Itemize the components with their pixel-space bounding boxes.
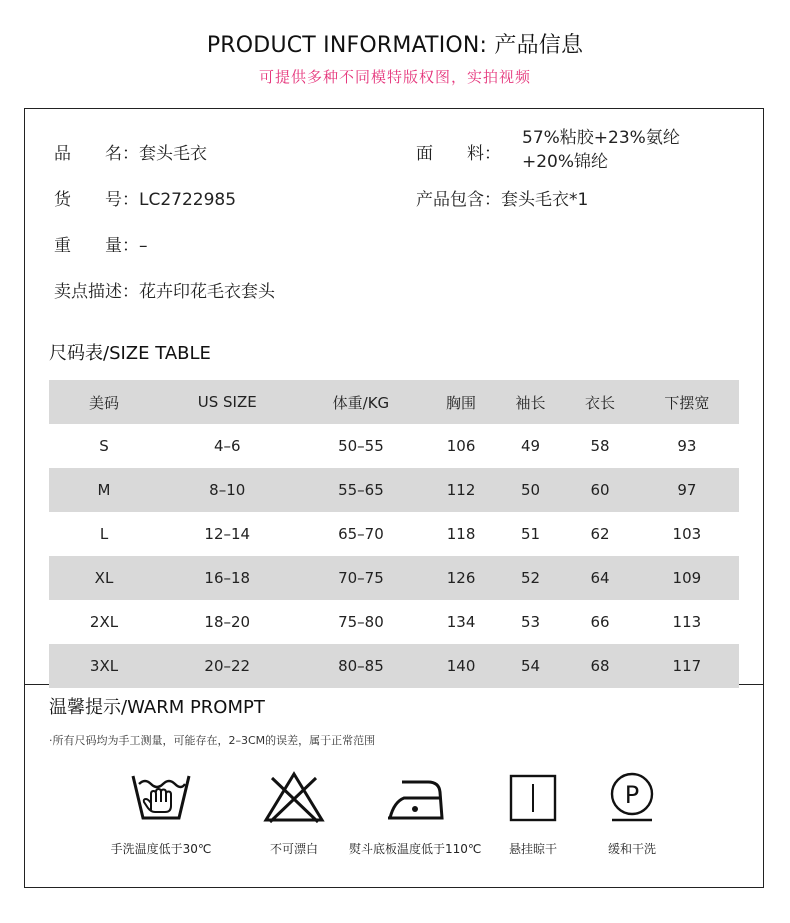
table-cell: 58 xyxy=(590,437,610,455)
table-cell: 93 xyxy=(677,437,697,455)
table-cell: 2XL xyxy=(89,613,119,631)
package-value: 套头毛衣*1 xyxy=(501,190,589,210)
table-cell: 18–20 xyxy=(204,613,251,631)
selling-value: 花卉印花毛衣套头 xyxy=(139,282,275,302)
table-cell: 106 xyxy=(446,437,476,455)
info-sku xyxy=(54,185,236,210)
fabric-value xyxy=(522,126,680,174)
page-subtitle: 可提供多种不同模特版权图，实拍视频 xyxy=(258,68,531,86)
care-item-no-bleach xyxy=(229,770,359,857)
weight-label: 重 量： xyxy=(54,236,139,256)
fabric-value-line2: +20%锦纶 xyxy=(522,152,609,172)
header-cell: 衣长 xyxy=(584,393,615,412)
table-cell: 16–18 xyxy=(204,569,251,587)
table-cell: 118 xyxy=(446,525,476,543)
table-cell: 54 xyxy=(520,657,541,675)
care-item-iron xyxy=(349,770,482,857)
table-cell: 20–22 xyxy=(204,657,251,675)
table-cell: 80–85 xyxy=(338,657,384,675)
info-fabric xyxy=(416,139,501,164)
table-cell: 134 xyxy=(446,613,476,631)
size-table-header xyxy=(49,380,739,424)
page-title: PRODUCT INFORMATION: 产品信息 xyxy=(206,33,584,58)
table-cell: 140 xyxy=(446,657,476,675)
table-cell: 62 xyxy=(590,525,610,543)
care-label: 熨斗底板温度低于110℃ xyxy=(349,842,482,856)
sku-value: LC2722985 xyxy=(139,190,237,210)
header-cell: 美码 xyxy=(88,393,119,412)
info-package xyxy=(416,185,588,210)
care-label: 手洗温度低于30℃ xyxy=(110,842,212,856)
table-row xyxy=(49,644,739,688)
care-label: 缓和干洗 xyxy=(607,842,656,856)
package-label: 产品包含： xyxy=(416,190,501,210)
size-table xyxy=(49,380,739,688)
table-cell: 60 xyxy=(590,481,610,499)
hand-wash-icon xyxy=(129,770,193,824)
selling-label: 卖点描述： xyxy=(54,282,139,302)
info-weight xyxy=(54,231,148,256)
table-cell: XL xyxy=(94,569,114,587)
info-selling xyxy=(54,277,275,302)
table-cell: 49 xyxy=(520,437,541,455)
table-cell: 64 xyxy=(590,569,610,587)
table-row xyxy=(49,600,739,644)
prompt-title: 温馨提示/WARM PROMPT xyxy=(49,697,265,718)
table-cell: 103 xyxy=(672,525,702,543)
header-cell: 下摆宽 xyxy=(664,393,710,412)
table-cell: 68 xyxy=(590,657,610,675)
care-label: 悬挂晾干 xyxy=(508,842,557,856)
table-cell: M xyxy=(97,481,111,499)
header-cell: 袖长 xyxy=(515,393,546,412)
table-cell: 8–10 xyxy=(209,481,246,499)
table-cell: 52 xyxy=(520,569,541,587)
table-row xyxy=(49,556,739,600)
table-cell: 51 xyxy=(520,525,541,543)
gentle-dry-clean-icon xyxy=(600,770,664,824)
table-row xyxy=(49,424,739,468)
size-table-title: 尺码表/SIZE TABLE xyxy=(49,343,211,364)
table-cell: 112 xyxy=(446,481,476,499)
table-cell: L xyxy=(99,525,109,543)
table-row xyxy=(49,468,739,512)
table-cell: 3XL xyxy=(89,657,119,675)
table-row xyxy=(49,512,739,556)
header-cell: US SIZE xyxy=(197,393,257,411)
table-cell: 126 xyxy=(446,569,476,587)
iron-low-icon xyxy=(382,770,446,824)
table-cell: 70–75 xyxy=(338,569,384,587)
no-bleach-icon xyxy=(262,770,326,824)
table-cell: S xyxy=(99,437,109,455)
care-item-hand-wash xyxy=(96,770,226,857)
fabric-value-line1: 57%粘胶+23%氨纶 xyxy=(522,128,680,148)
care-item-dry-clean xyxy=(567,770,697,857)
weight-value: – xyxy=(139,236,148,256)
care-label: 不可漂白 xyxy=(269,842,318,856)
table-cell: 75–80 xyxy=(338,613,384,631)
table-cell: 50–55 xyxy=(338,437,384,455)
header-cell: 体重/KG xyxy=(332,393,390,412)
table-cell: 113 xyxy=(672,613,702,631)
fabric-label: 面 料： xyxy=(416,144,501,164)
table-cell: 117 xyxy=(672,657,702,675)
name-value: 套头毛衣 xyxy=(139,144,207,164)
table-cell: 65–70 xyxy=(338,525,384,543)
table-cell: 55–65 xyxy=(338,481,384,499)
svg-text:P: P xyxy=(624,781,640,809)
name-label: 品 名： xyxy=(54,144,139,164)
table-cell: 109 xyxy=(672,569,702,587)
table-cell: 66 xyxy=(590,613,610,631)
table-cell: 53 xyxy=(520,613,541,631)
prompt-note: ·所有尺码均为手工测量，可能存在，2–3CM的误差，属于正常范围 xyxy=(49,734,376,747)
hang-dry-icon xyxy=(501,770,565,824)
table-cell: 4–6 xyxy=(213,437,241,455)
header-cell: 胸围 xyxy=(446,393,477,412)
table-cell: 50 xyxy=(520,481,541,499)
table-cell: 12–14 xyxy=(204,525,251,543)
info-name xyxy=(54,139,207,164)
table-cell: 97 xyxy=(677,481,697,499)
sku-label: 货 号： xyxy=(54,190,139,210)
